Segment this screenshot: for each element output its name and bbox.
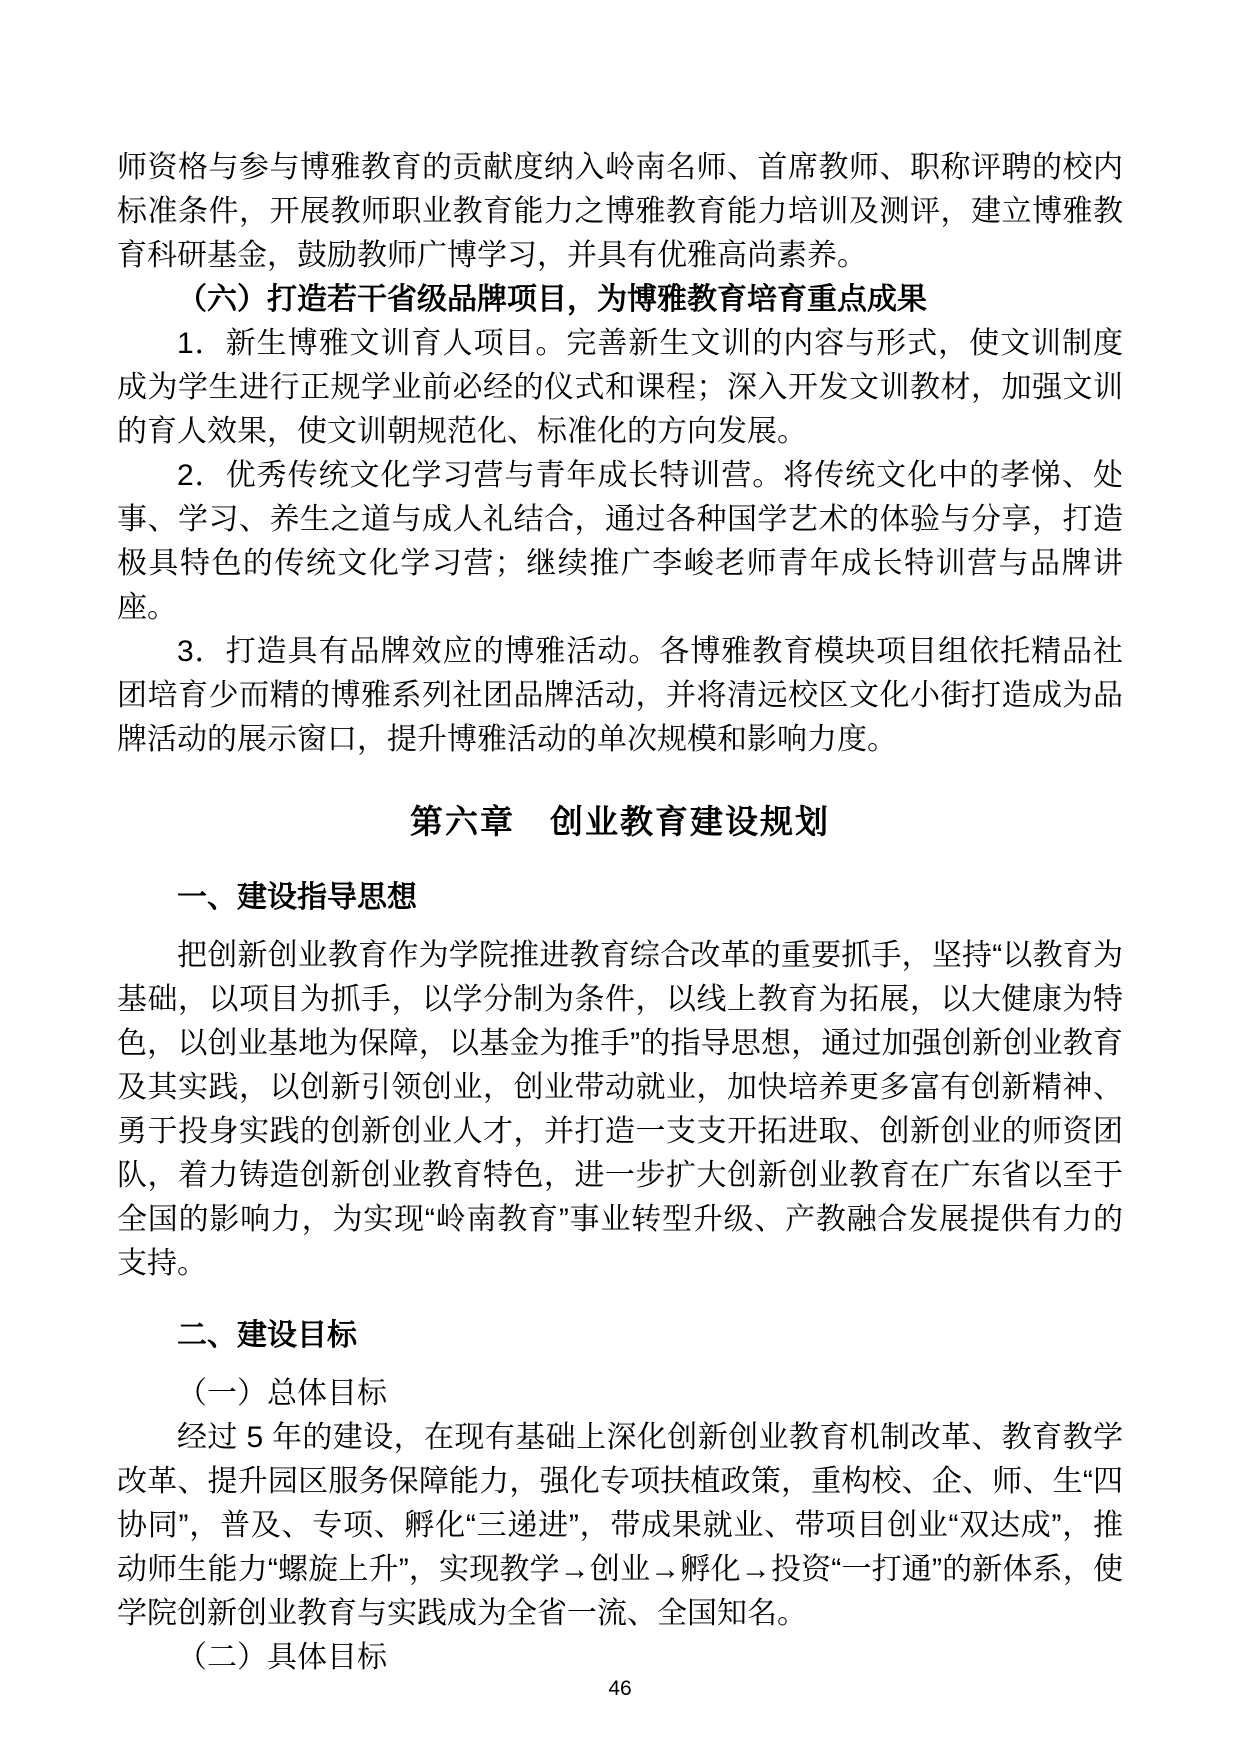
- paragraph-continuation: 师资格与参与博雅教育的贡献度纳入岭南名师、首席教师、职称评聘的校内标准条件，开展教师职业教育能力之博雅教育能力培训及测评，建立博雅教育科研基金，鼓励教师广博学习，并具有优雅高尚素养。: [117, 151, 1123, 272]
- section-heading-guiding-ideology: 一、建设指导思想: [177, 881, 417, 914]
- paragraph-item-3: 3．打造具有品牌效应的博雅活动。各博雅教育模块项目组依托精品社团培育少而精的博雅系列社团品牌活动，并将清远校区文化小街打造成为品牌活动的展示窗口，提升博雅活动的单次规模和影响力度。: [117, 635, 1123, 756]
- page-number: 46: [608, 1677, 632, 1700]
- paragraph-overall-goal: 经过 5 年的建设，在现有基础上深化创新创业教育机制改革、教育教学改革、提升园区服务保障能力，强化专项扶植政策，重构校、企、师、生“四协同”，普及、专项、孵化“三递进”，带成果就业、带项目创业“双达成”，推动师生能力“螺旋上升”，实现教学→创业→孵化→投资“一打通”的新体系，使学院创新创业教育与实践成为全省一流、全国知名。: [117, 1421, 1123, 1630]
- section-heading-construction-goals: 二、建设目标: [177, 1319, 357, 1352]
- paragraph-item-1: 1．新生博雅文训育人项目。完善新生文训的内容与形式，使文训制度成为学生进行正规学业前必经的仪式和课程；深入开发文训教材，加强文训的育人效果，使文训朝规范化、标准化的方向发展。: [117, 327, 1123, 448]
- subsection-heading-overall-goal: （一）总体目标: [177, 1377, 387, 1410]
- chapter-title: 第六章 创业教育建设规划: [410, 803, 830, 840]
- paragraph-item-2: 2．优秀传统文化学习营与青年成长特训营。将传统文化中的孝悌、处事、学习、养生之道与成人礼结合，通过各种国学艺术的体验与分享，打造极具特色的传统文化学习营；继续推广李峻老师青年成长特训营与品牌讲座。: [117, 459, 1123, 624]
- paragraph-guiding-ideology: 把创新创业教育作为学院推进教育综合改革的重要抓手，坚持“以教育为基础，以项目为抓手，以学分制为条件，以线上教育为拓展，以大健康为特色，以创业基地为保障，以基金为推手”的指导思想，通过加强创新创业教育及其实践，以创新引领创业，创业带动就业，加快培养更多富有创新精神、勇于投身实践的创新创业人才，并打造一支支开拓进取、创新创业的师资团队，着力铸造创新创业教育特色，进一步扩大创新创业教育在广东省以至于全国的影响力，为实现“岭南教育”事业转型升级、产教融合发展提供有力的支持。: [117, 939, 1123, 1280]
- heading-item-six: （六）打造若干省级品牌项目，为博雅教育培育重点成果: [177, 283, 927, 316]
- subsection-heading-specific-goal: （二）具体目标: [177, 1641, 387, 1674]
